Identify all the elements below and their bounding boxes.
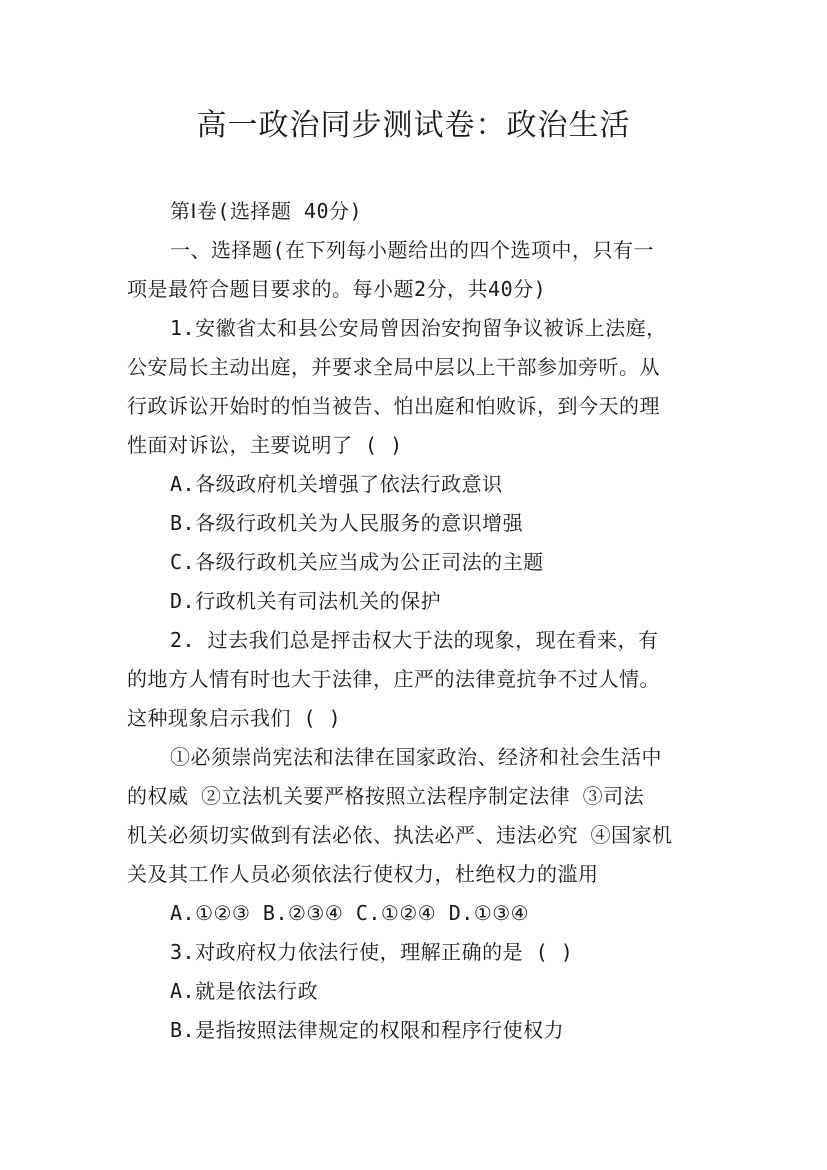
- question-1-line-4: 性面对诉讼，主要说明了 ( ): [127, 433, 403, 457]
- question-1-line-3: 行政诉讼开始时的怕当被告、怕出庭和怕败诉，到今天的理: [127, 394, 660, 418]
- question-2-line-2: 的地方人情有时也大于法律，庄严的法律竟抗争不过人情。: [127, 667, 660, 691]
- question-1-option-d: D.行政机关有司法机关的保护: [170, 589, 442, 613]
- question-3-line-1: 3.对政府权力依法行使，理解正确的是 ( ): [170, 940, 574, 964]
- instructions-line-1: 一、选择题(在下列每小题给出的四个选项中，只有一: [170, 238, 655, 262]
- document-title: 高一政治同步测试卷：政治生活: [196, 108, 631, 143]
- question-2-options: A.①②③ B.②③④ C.①②④ D.①③④: [170, 901, 530, 925]
- instructions-line-2: 项是最符合题目要求的。每小题2分，共40分): [127, 277, 547, 301]
- question-3-option-a: A.就是依法行政: [170, 979, 319, 1003]
- question-1-line-2: 公安局长主动出庭，并要求全局中层以上干部参加旁听。从: [127, 355, 660, 379]
- question-1-option-c: C.各级行政机关应当成为公正司法的主题: [170, 550, 544, 574]
- section-heading: 第Ⅰ卷(选择题 40分): [170, 199, 363, 223]
- question-2-statements-line-2: 的权威 ②立法机关要严格按照立法程序制定法律 ③司法: [127, 784, 645, 808]
- question-2-statements-line-3: 机关必须切实做到有法必依、执法必严、违法必究 ④国家机: [127, 823, 673, 847]
- question-1-option-b: B.各级行政机关为人民服务的意识增强: [170, 511, 524, 535]
- question-2-line-3: 这种现象启示我们 ( ): [127, 706, 342, 730]
- question-2-statements-line-4: 关及其工作人员必须依法行使权力，杜绝权力的滥用: [127, 862, 599, 886]
- question-2-statements-line-1: ①必须崇尚宪法和法律在国家政治、经济和社会生活中: [170, 745, 662, 769]
- question-3-option-b: B.是指按照法律规定的权限和程序行使权力: [170, 1018, 565, 1042]
- question-1-option-a: A.各级政府机关增强了依法行政意识: [170, 472, 503, 496]
- question-1-line-1: 1.安徽省太和县公安局曾因治安拘留争议被诉上法庭，: [170, 316, 667, 340]
- question-2-line-1: 2. 过去我们总是抨击权大于法的现象，现在看来，有: [170, 628, 659, 652]
